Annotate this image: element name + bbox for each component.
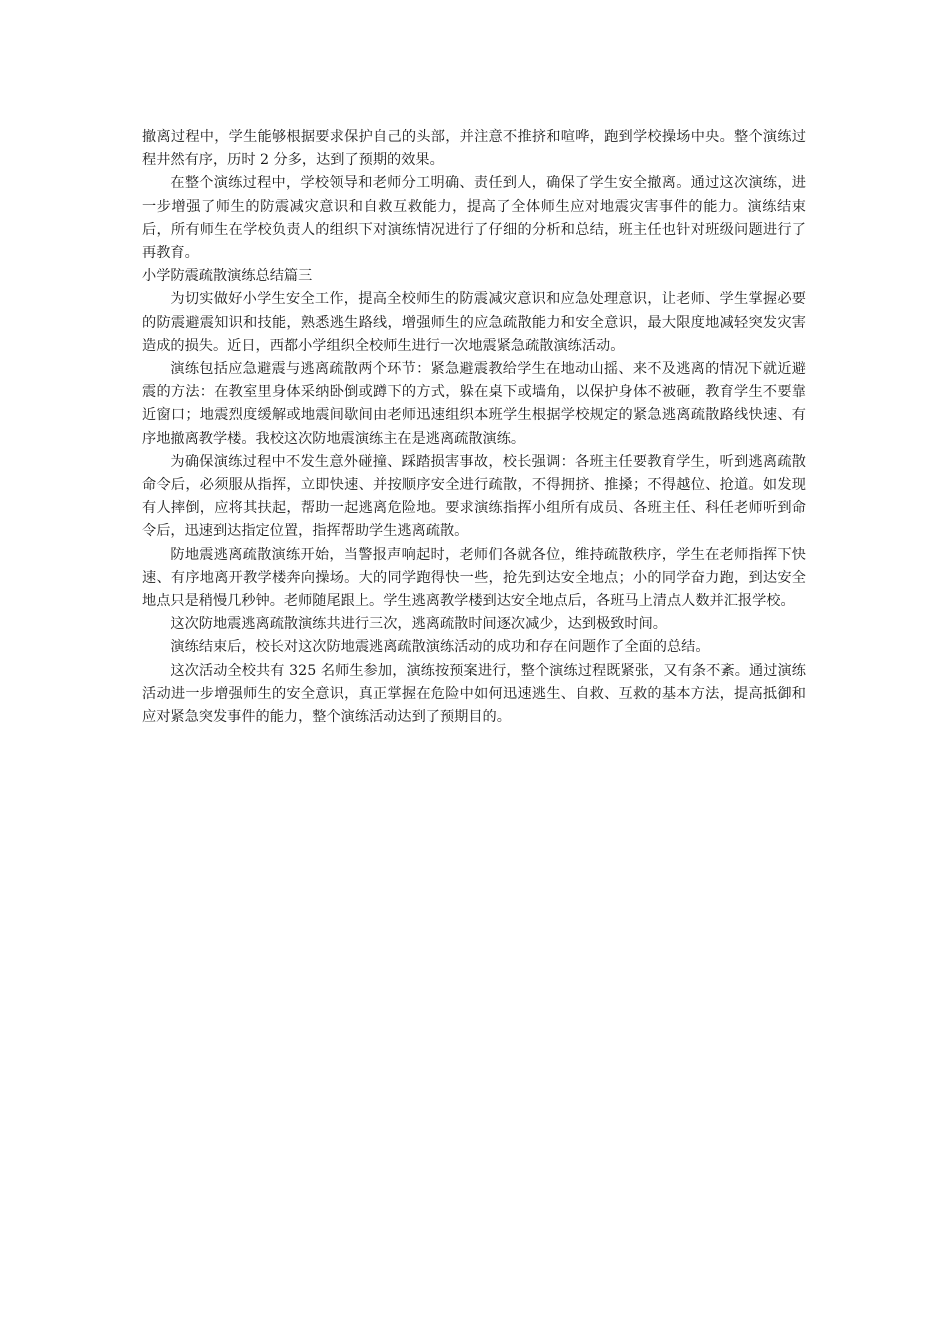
paragraph: 演练包括应急避震与逃离疏散两个环节：紧急避震教给学生在地动山摇、来不及逃离的情况下就近避震的方法：在教室里身体采纳卧倒或蹲下的方式，躲在桌下或墙角，以保护身体不被砸，教育学生不要靠近窗口；地震烈度缓解或地震间歇间由老师迅速组织本班学生根据学校规定的紧急逃离疏散路线快速、有序地撤离教学楼。我校这次防地震演练主在是逃离疏散演练。 <box>142 361 806 447</box>
paragraph: 防地震逃离疏散演练开始，当警报声响起时，老师们各就各位，维持疏散秩序，学生在老师指挥下快速、有序地离开教学楼奔向操场。大的同学跑得快一些，抢先到达安全地点；小的同学奋力跑，到达安全地点只是稍慢几秒钟。老师随尾跟上。学生逃离教学楼到达安全地点后，各班马上清点人数并汇报学校。 <box>142 546 806 610</box>
paragraph: 演练结束后，校长对这次防地震逃离疏散演练活动的成功和存在问题作了全面的总结。 <box>170 639 710 656</box>
paragraph: 为切实做好小学生安全工作，提高全校师生的防震减灾意识和应急处理意识，让老师、学生掌握必要的防震避震知识和技能，熟悉逃生路线，增强师生的应急疏散能力和安全意识，最大限度地减轻突发灾害造成的损失。近日，西都小学组织全校师生进行一次地震紧急疏散演练活动。 <box>142 291 806 354</box>
paragraph: 这次活动全校共有 325 名师生参加，演练按预案进行，整个演练过程既紧张，又有条不紊。通过演练活动进一步增强师生的安全意识，真正掌握在危险中如何迅速逃生、自救、互救的基本方法，提高抵御和应对紧急突发事件的能力，整个演练活动达到了预期目的。 <box>142 662 806 726</box>
paragraph-continuation: 撤离过程中，学生能够根据要求保护自己的头部，并注意不推挤和喧哗，跑到学校操场中央。整个演练过程井然有序，历时 2 分多，达到了预期的效果。 <box>142 129 806 169</box>
document-body <box>142 126 806 729</box>
paragraph: 这次防地震逃离疏散演练共进行三次，逃离疏散时间逐次减少，达到极致时间。 <box>170 616 667 633</box>
paragraph: 为确保演练过程中不发生意外碰撞、踩踏损害事故，校长强调：各班主任要教育学生，听到逃离疏散命令后，必须服从指挥，立即快速、并按顺序安全进行疏散，不得拥挤、推搡；不得越位、抢道。如发现有人摔倒，应将其扶起，帮助一起逃离危险地。要求演练指挥小组所有成员、各班主任、科任老师听到命令后，迅速到达指定位置，指挥帮助学生逃离疏散。 <box>142 453 806 540</box>
section-heading: 小学防震疏散演练总结篇三 <box>142 268 313 285</box>
paragraph: 在整个演练过程中，学校领导和老师分工明确、责任到人，确保了学生安全撤离。通过这次演练，进一步增强了师生的防震减灾意识和自救互救能力，提高了全体师生应对地震灾害事件的能力。演练结束后，所有师生在学校负责人的组织下对演练情况进行了仔细的分析和总结，班主任也针对班级问题进行了再教育。 <box>142 175 806 262</box>
